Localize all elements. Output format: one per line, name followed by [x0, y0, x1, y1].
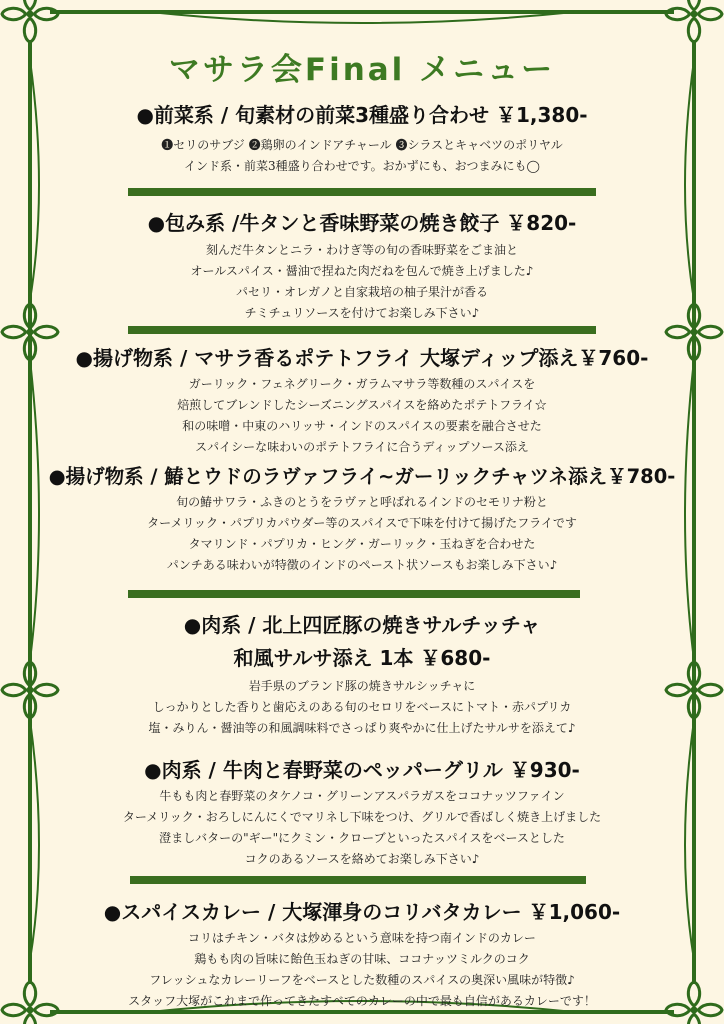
description-line: 鶏もも肉の旨味に飴色玉ねぎの甘味、ココナッツミルクのコク: [194, 952, 530, 966]
dish-heading-potato-fry: ●揚げ物系 / マサラ香るポテトフライ 大塚ディップ添え￥760-: [75, 346, 649, 370]
description-line: オールスパイス・醤油で捏ねた肉だねを包んで焼き上げました♪: [190, 264, 534, 278]
dish-heading-gyoza: ●包み系 /牛タンと香味野菜の焼き餃子 ￥820-: [147, 211, 577, 235]
dish-description-curry: [0, 928, 724, 1012]
description-line: ターメリック・おろしにんにくでマリネし下味をつけ、グリルで香ばしく焼き上げました: [122, 810, 602, 824]
description-line: ❶セリのサブジ ❷鶏卵のインドアチャール ❸シラスとキャベツのポリヤル: [161, 138, 563, 152]
dish-heading-salsiccia: ●肉系 / 北上四匠豚の焼きサルチッチャ: [183, 613, 541, 637]
dish-description-salsiccia: [0, 676, 724, 739]
description-line: 旬の鰆サワラ・ふきのとうをラヴァと呼ばれるインドのセモリナ粉と: [176, 495, 548, 509]
description-line: しっかりとした香りと歯応えのある旬のセロリをベースにトマト・赤パプリカ: [152, 700, 572, 714]
description-line: スタッフ大塚がこれまで作ってきたすべてのカレーの中で最も自信があるカレーです！: [128, 994, 596, 1008]
description-line: チミチュリソースを付けてお楽しみ下さい♪: [244, 306, 480, 320]
description-line: コクのあるソースを絡めてお楽しみ下さい♪: [244, 852, 480, 866]
description-line: 澄ましバターの"ギー"にクミン・クローブといったスパイスをベースとした: [159, 831, 565, 845]
description-line: 牛もも肉と春野菜のタケノコ・グリーンアスパラガスをココナッツファイン: [159, 789, 565, 803]
section-divider: [130, 876, 586, 884]
description-line: 刻んだ牛タンとニラ・わけぎ等の旬の香味野菜をごま油と: [205, 243, 518, 257]
description-line: ターメリック・パプリカパウダー等のスパイスで下味を付けて揚げたフライです: [147, 516, 577, 530]
description-line: ガーリック・フェネグリーク・ガラムマサラ等数種のスパイスを: [188, 377, 536, 391]
description-line: スパイシーな味わいのポテトフライに合うディップソース添え: [195, 440, 529, 454]
description-line: 和の味噌・中東のハリッサ・インドのスパイスの要素を融合させた: [182, 419, 542, 433]
dish-heading-pepper-grill: ●肉系 / 牛肉と春野菜のペッパーグリル ￥930-: [144, 758, 580, 782]
description-line: 焙煎してブレンドしたシーズニングスパイスを絡めたポテトフライ☆: [177, 398, 547, 412]
dish-description-rava-fry: [0, 492, 724, 576]
section-divider: [128, 326, 596, 334]
description-line: 岩手県のブランド豚の焼きサルシッチャに: [248, 679, 476, 693]
description-line: タマリンド・パプリカ・ヒング・ガーリック・玉ねぎを合わせた: [188, 537, 536, 551]
dish-heading-appetizer: ●前菜系 / 旬素材の前菜3種盛り合わせ ￥1,380-: [136, 103, 588, 127]
dish-description-appetizer: [0, 135, 724, 177]
description-line: 塩・みりん・醤油等の和風調味料でさっぱり爽やかに仕上げたサルサを添えて♪: [148, 721, 576, 735]
dish-description-pepper-grill: [0, 786, 724, 870]
description-line: フレッシュなカレーリーフをベースとした数種のスパイスの奥深い風味が特徴♪: [149, 973, 575, 987]
dish-heading-salsiccia-line2: 和風サルサ添え 1本 ￥680-: [233, 646, 491, 670]
section-divider: [128, 188, 596, 196]
section-divider: [128, 590, 580, 598]
menu-title: マサラ会Final メニュー: [168, 52, 556, 88]
dish-description-potato-fry: [0, 374, 724, 458]
dish-heading-curry: ●スパイスカレー / 大塚渾身のコリバタカレー ￥1,060-: [103, 900, 621, 924]
dish-description-gyoza: [0, 240, 724, 324]
description-line: パンチある味わいが特徴のインドのペースト状ソースもお楽しみ下さい♪: [166, 558, 558, 572]
description-line: コリはチキン・バタは炒めるという意味を持つ南インドのカレー: [188, 931, 536, 945]
dish-heading-rava-fry: ●揚げ物系 / 鰆とウドのラヴァフライ~ガーリックチャツネ添え￥780-: [48, 465, 676, 488]
description-line: インド系・前菜3種盛り合わせです。おかずにも、おつまみにも◯: [184, 159, 540, 173]
description-line: パセリ・オレガノと自家栽培の柚子果汁が香る: [235, 285, 488, 299]
